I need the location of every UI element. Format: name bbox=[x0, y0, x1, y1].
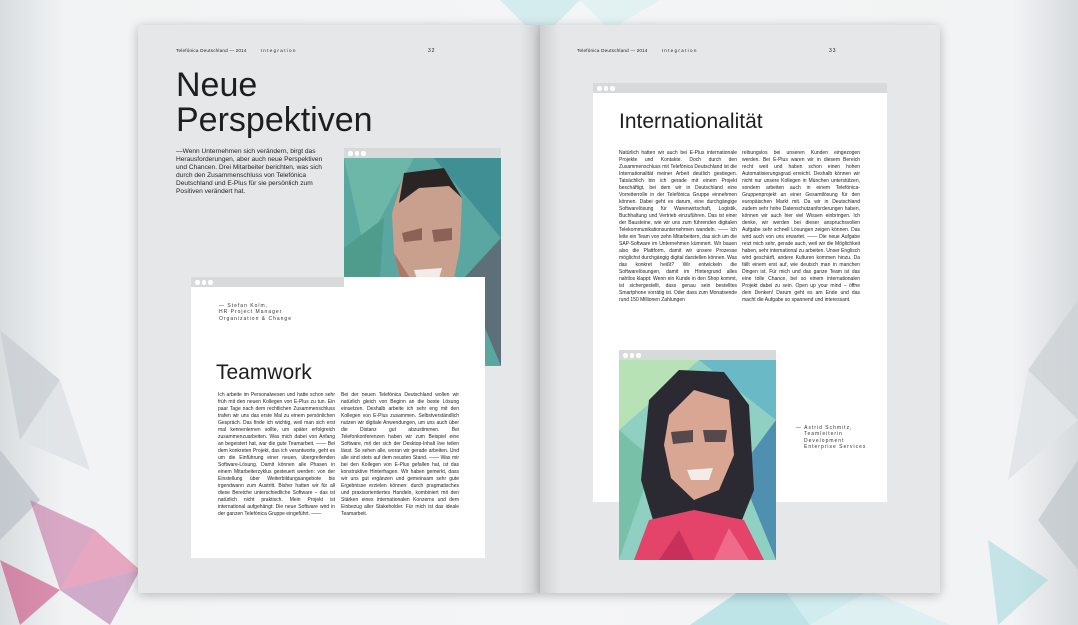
left-page-number: 32 bbox=[428, 48, 436, 54]
intro-text: —Wenn Unternehmen sich verändern, birgt das Herausforderungen, aber auch neue Perspektiven und Chancen. Drei Mitarbeiter berichten, was sich durch den Zusammenschluss von Telefónica Deutschland und E-Plus für sie persönlich zum Positiven verändert hat. bbox=[176, 148, 323, 196]
caption-department: Organization & Change bbox=[219, 315, 292, 322]
caption-role: HR Project Manager bbox=[219, 309, 283, 316]
right-page-number: 33 bbox=[829, 48, 837, 54]
caption-department: Development bbox=[804, 437, 845, 444]
caption-name: — Astrid Schmitz, bbox=[796, 425, 853, 431]
caption-division: Enterprise Services bbox=[804, 444, 867, 451]
teamwork-column-1: Ich arbeite im Personalwesen und hatte schon sehr früh mit den neuen Kollegen von E-Plus zu tun. Ein paar Tage nach dem rechtlichen Zusammenschluss trafen wir uns das erste Mal zu einem persönlichen Gespräch. Das finde ich wichtig, weil man sich erst mal kennenlernen sollte, um später erfolgreich zusammenzuarbeiten. Was mich dabei von Anfang an begeistert hat, war die gute Teamarbeit. —— Bei dem konkreten Projekt, das ich verantworte, geht es um die Einführung einer neuen, übergreifenden Software-Lösung. Damit können alle Phasen in einem Mitarbeiterzyklus gesteuert werden: von der Einstellung über Weiterbildungsangebote bis irgendwann zum Austritt. Bisher hatten wir für all diese Bereiche unterschiedliche Software – das ist natürlich nicht praktisch. Mein Projekt ist international aufgehängt: Die neue Software wird in der ganzen Telefónica Gruppe eingeführt. —— bbox=[218, 392, 335, 517]
window-titlebar bbox=[344, 148, 501, 158]
heading-internationalitaet: Internationalität bbox=[619, 110, 763, 133]
page-title bbox=[176, 68, 376, 138]
title-line-2: Perspektiven bbox=[176, 101, 373, 139]
left-running-head bbox=[176, 48, 297, 53]
window-titlebar bbox=[619, 350, 776, 360]
caption-astrid bbox=[796, 425, 866, 451]
caption-stefan bbox=[219, 303, 292, 322]
portrait-window-astrid bbox=[619, 350, 776, 560]
teamwork-window-bar bbox=[191, 277, 344, 287]
polygon-decoration-right bbox=[928, 280, 1078, 625]
caption-name: — Stefan Kolm, bbox=[219, 303, 269, 309]
portrait-astrid bbox=[619, 360, 776, 560]
polygon-decoration-left bbox=[0, 300, 150, 625]
window-titlebar bbox=[191, 277, 344, 287]
right-section-label: Integration bbox=[661, 48, 698, 53]
window-titlebar bbox=[593, 83, 887, 93]
right-running-head-text: Telefónica Deutschland — 2014 bbox=[577, 48, 648, 53]
title-line-1: Neue bbox=[176, 66, 258, 104]
right-running-head bbox=[577, 48, 698, 53]
left-section-label: Integration bbox=[260, 48, 297, 53]
teamwork-column-2: Bei der neuen Telefónica Deutschland wollen wir natürlich gleich von Beginn an die beste Lösung einsetzen. Deshalb arbeite ich sehr eng mit den Kollegen von E-Plus zusammen. Selbstverständlich nutzen wir digitale Anwendungen, um uns auch über die Distanz gut abzustimmen. Bei Telefonkonferenzen haben wir zum Beispiel eine Software, mit der sich der Desktop-Inhalt live teilen lässt. So sehen alle, woran wir gerade arbeiten. Und alle sind stets auf dem neusten Stand. —— Was mir bei den Kollegen von E-Plus gefallen hat, ist das konstruktive Hinterfragen. Wir haben gemerkt, dass wir uns gut ergänzen und gemeinsam sehr gute Ergebnisse erzielen können: durch pragmatisches und praxisorientiertes Handeln, kombiniert mit den Stärken eines internationalen Konzerns und dem Einbezug aller Stakeholder. Für mich ist das ideale Teamarbeit. bbox=[341, 392, 459, 517]
heading-teamwork: Teamwork bbox=[216, 361, 312, 384]
book-gutter bbox=[520, 25, 560, 593]
left-running-head-text: Telefónica Deutschland — 2014 bbox=[176, 48, 247, 53]
caption-role: Teamleiterin bbox=[804, 431, 843, 438]
international-column-2: reibungslos bei unseren Kunden eingezogen werden. Bei E-Plus waren wir in diesem Bereich recht weit und haben schon einen hohen Automatisierungsgrad erreicht. Deshalb können wir nicht nur unsere Kollegen in München unterstützen, sondern arbeiten auch in einem Telefónica-Gruppenprojekt an einer Gesamtlösung für den europäischen Markt mit. Da wir in Deutschland zudem sehr hohe Datenschutzanforderungen haben, können wir auch hier viel Wissen einbringen. Ich denke, wir werden bei dieser anspruchsvollen Aufgabe sehr schnell Lösungen zeigen können. Das wird auch von uns erwartet. —— Die neue Aufgabe reizt mich sehr, gerade auch, weil wir die Möglichkeit haben, sehr international zu arbeiten. Unser Englisch wird geschärft, andere Kulturen kommen hinzu. Da fällt einem erst auf, wie deutsch man in manchen Dingen ist. Für mich und das ganze Team ist das eine tolle Chance, bei so einem internationalen Projekt dabei zu sein. Open up your mind – öffne dein Denken! Darum geht es am Ende und das macht die Aufgabe so spannend und interessant. bbox=[742, 150, 860, 303]
international-column-1: Natürlich hatten wir auch bei E-Plus internationale Projekte und Kontakte. Doch durch den Zusammenschluss mit Telefónica Deutschland ist die Internationalität meiner Arbeit deutlich gestiegen. Tatsächlich bin ich gerade mit einem Projekt beschäftigt, bei dem wir in Deutschland eine Vorreiterrolle in der Telefónica Gruppe einnehmen können. Dabei geht es darum, eine durchgängige Softwarelösung für Warenwirtschaft, Logistik, Buchhaltung und Vertrieb einzuführen. Das ist einer der Bausteine, wie wir uns zum führenden digitalen Telekommunikationsunternehmen wandeln. —— Ich leite ein Team von zehn Mitarbeitern, das sich um die SAP-Software im Unternehmen kümmert. Wir bauen also die Plattform, damit wir unsere Prozesse möglichst durchgängig digital darstellen können. Was das konkret heißt? Wir entwickeln die Softwarelösungen, damit im Hintergrund alles nahtlos klappt: Wenn ein Kunde in den Shop kommt, ist sichergestellt, dass genau sein bestelltes Smartphone vorrätig ist. Oder dass zum Monatsende rund 150 Millionen Zahlungen bbox=[619, 150, 737, 303]
